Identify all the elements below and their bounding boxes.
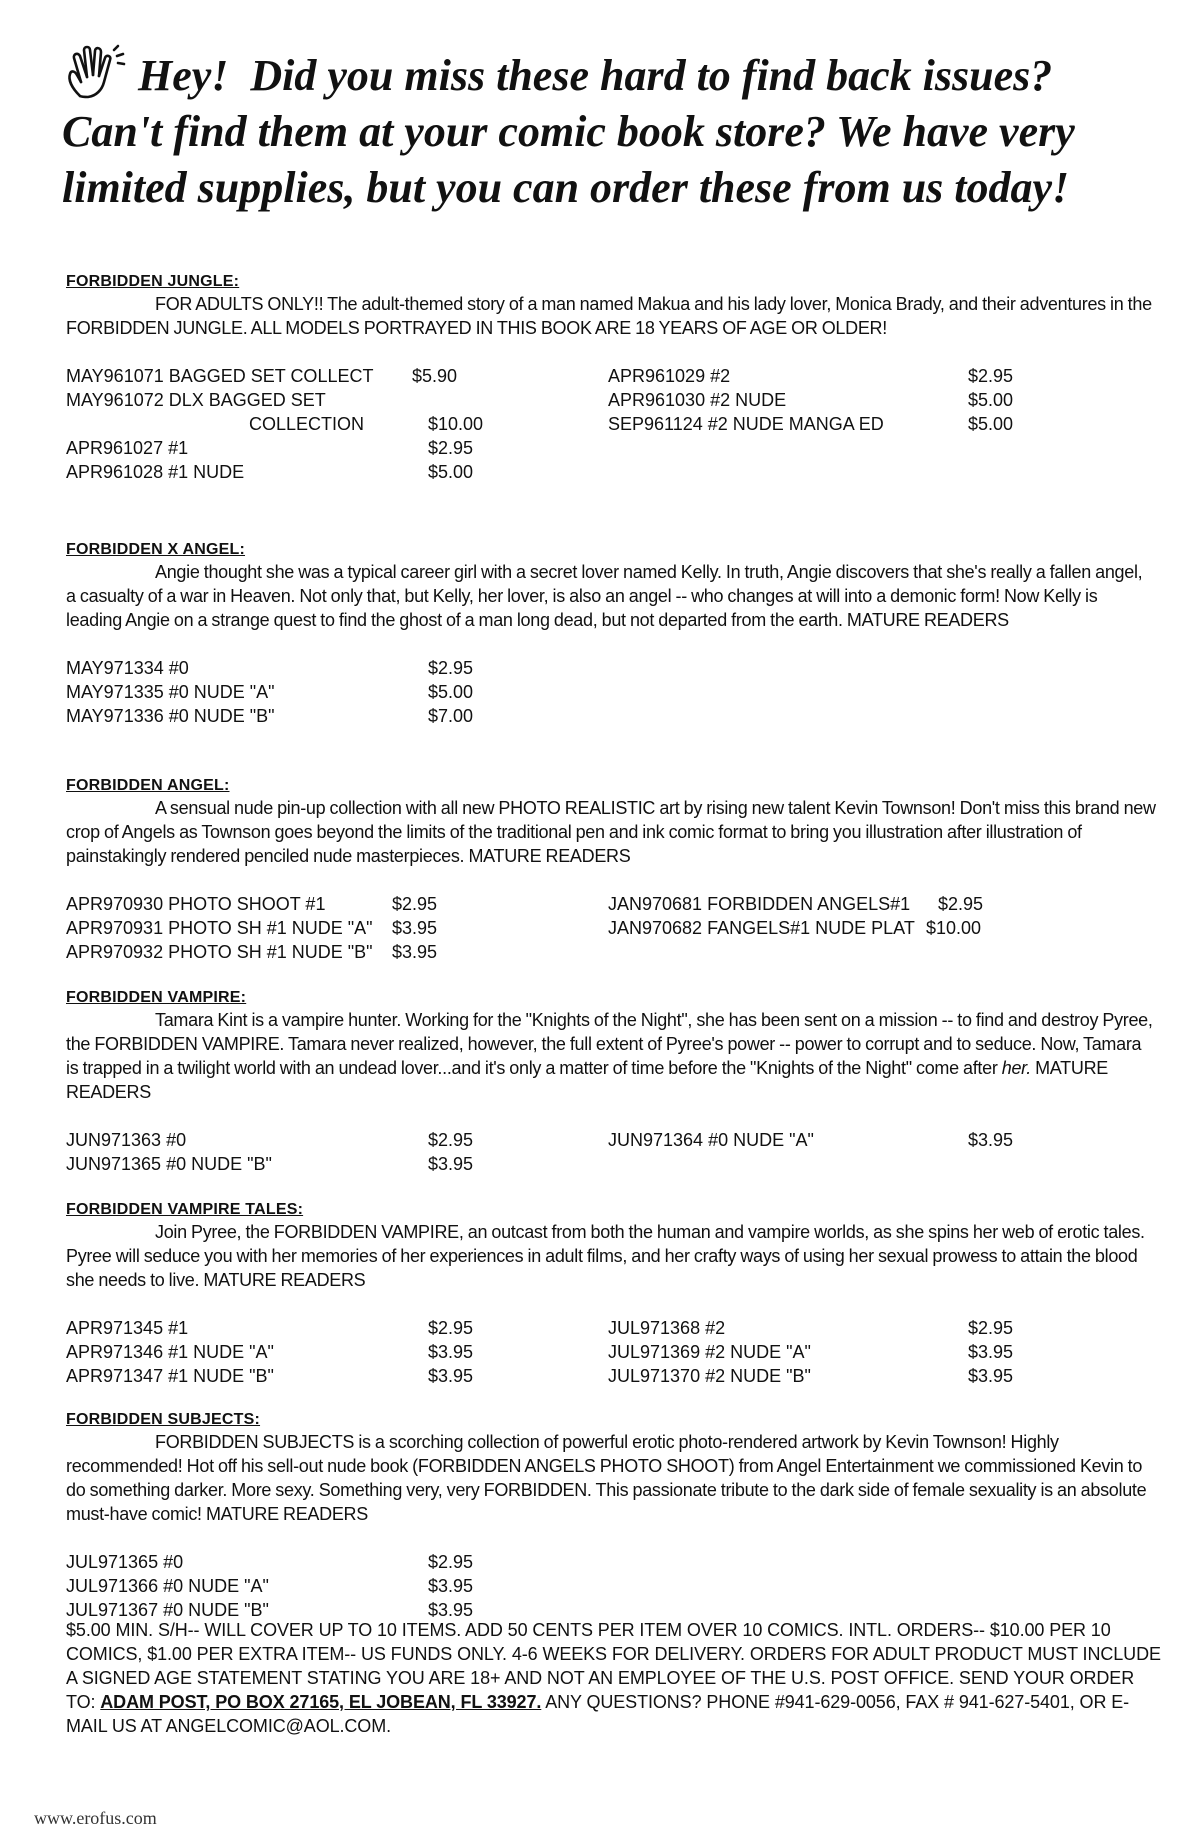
headline-line-1-text: Did you miss these hard to find back issues? <box>250 51 1053 100</box>
description-text: Tamara Kint is a vampire hunter. Working for the "Knights of the Night", she has been sent on a mission -- to find and destroy Pyree, the FORBIDDEN VAMPIRE. Tamara never realized, however, the full extent of Pyree's power -- power to corrupt and to seduce. Now, Tamara is trapped in a twilight world with an undead lover...and it's only a matter of time before the "Knights of the Night" come after <box>66 1010 1153 1078</box>
section-forbidden-angel <box>66 776 1156 964</box>
description-emphasis: her. <box>1001 1058 1031 1078</box>
description-text-end: MATURE READERS <box>66 1058 1108 1102</box>
item-code: APR970931 PHOTO SH #1 NUDE "A" <box>66 918 373 938</box>
item-price: $7.00 <box>428 706 474 726</box>
item-price: $3.95 <box>392 942 438 962</box>
section-description: FOR ADULTS ONLY!! The adult-themed story of a man named Makua and his lady lover, Monica Brady, and their adventures in the FORBIDDEN JUNGLE. ALL MODELS PORTRAYED IN THIS BOOK ARE 18 YEARS OF AGE OR OLDER! <box>66 294 1152 338</box>
item-price: $3.95 <box>428 1366 474 1386</box>
section-forbidden-jungle <box>66 272 1156 482</box>
section-title: FORBIDDEN X ANGEL: <box>66 541 246 558</box>
item-code: APR971346 #1 NUDE "A" <box>66 1342 274 1362</box>
headline-line-1 <box>62 44 1152 104</box>
item-price: $3.95 <box>428 1576 474 1596</box>
item-price: $3.95 <box>392 918 438 938</box>
waving-hand-icon <box>62 44 130 100</box>
item-code: JUL971368 #2 <box>608 1318 726 1338</box>
item-price: $5.00 <box>428 682 474 702</box>
mailing-address: ADAM POST, PO BOX 27165, EL JOBEAN, FL 33927. <box>100 1692 542 1712</box>
item-code: MAY971335 #0 NUDE "A" <box>66 682 275 702</box>
item-price: $3.95 <box>428 1600 474 1620</box>
section-description: Join Pyree, the FORBIDDEN VAMPIRE, an outcast from both the human and vampire worlds, as she spins her web of erotic tales. Pyree will seduce you with her memories of her experiences in adult films, and her crafty ways of using her sexual prowess to attain the blood she needs to live. MATURE READERS <box>66 1222 1145 1290</box>
item-list <box>66 892 1156 964</box>
section-forbidden-vampire <box>66 988 1156 1176</box>
section-forbidden-subjects <box>66 1410 1156 1622</box>
item-code: JUL971370 #2 NUDE "B" <box>608 1366 811 1386</box>
item-price: $2.95 <box>392 894 438 914</box>
item-code: APR971345 #1 <box>66 1318 189 1338</box>
ordering-contact: ANY QUESTIONS? PHONE #941-629-0056, FAX # 941-627-5401, OR E-MAIL US AT ANGELCOMIC@AOL.COM. <box>66 1692 1130 1736</box>
item-price: $3.95 <box>428 1342 474 1362</box>
section-title: FORBIDDEN VAMPIRE TALES: <box>66 1201 304 1218</box>
item-code: JUN971364 #0 NUDE "A" <box>608 1130 814 1150</box>
item-price: $10.00 <box>428 414 484 434</box>
section-forbidden-vampire-tales <box>66 1200 1156 1388</box>
item-code: JUL971365 #0 <box>66 1552 184 1572</box>
item-price: $3.95 <box>428 1154 474 1174</box>
item-price: $5.00 <box>968 390 1014 410</box>
section-title: FORBIDDEN JUNGLE: <box>66 273 240 290</box>
item-code: JUL971369 #2 NUDE "A" <box>608 1342 811 1362</box>
item-price: $2.95 <box>428 438 474 458</box>
item-price: $2.95 <box>428 1318 474 1338</box>
item-list <box>66 1550 1156 1622</box>
ordering-info <box>66 1618 1166 1738</box>
item-price: $3.95 <box>968 1342 1014 1362</box>
section-description: Angie thought she was a typical career girl with a secret lover named Kelly. In truth, Angie discovers that she's really a fallen angel, a casualty of a war in Heaven. Not only that, but Kelly, her lover, is also an angel -- who changes at will into a demonic form! Now Kelly is leading Angie on a strange quest to find the ghost of a man long dead, but not departed from the earth. MATURE READERS <box>66 562 1143 630</box>
item-code: JAN970681 FORBIDDEN ANGELS#1 <box>608 894 911 914</box>
item-code: JUL971367 #0 NUDE "B" <box>66 1600 269 1620</box>
item-code: JUN971365 #0 NUDE "B" <box>66 1154 272 1174</box>
item-code: MAY961071 BAGGED SET COLLECT <box>66 366 374 386</box>
item-price: $3.95 <box>968 1366 1014 1386</box>
item-code: APR970930 PHOTO SHOOT #1 <box>66 894 326 914</box>
item-list <box>66 364 1156 482</box>
headline-line-3: limited supplies, but you can order these from us today! <box>62 163 1070 212</box>
item-code: APR961030 #2 NUDE <box>608 390 787 410</box>
item-code: APR961029 #2 <box>608 366 731 386</box>
item-code: JUL971366 #0 NUDE "A" <box>66 1576 269 1596</box>
headline-hey: Hey! <box>138 51 229 100</box>
section-forbidden-x-angel <box>66 540 1156 728</box>
item-list <box>66 656 1156 728</box>
section-title: FORBIDDEN ANGEL: <box>66 777 230 794</box>
section-description: A sensual nude pin-up collection with all new PHOTO REALISTIC art by rising new talent Kevin Townson! Don't miss this brand new crop of Angels as Townson goes beyond the limits of the traditional pen and ink comic format to bring you illustration after illustration of painstakingly rendered penciled nude masterpieces. MATURE READERS <box>66 798 1156 866</box>
headline-line-2: Can't find them at your comic book store? We have very <box>62 107 1075 156</box>
section-description <box>66 1008 1156 1104</box>
item-code: JUN971363 #0 <box>66 1130 187 1150</box>
headline <box>62 44 1152 216</box>
watermark: www.erofus.com <box>34 1808 157 1828</box>
item-price: $5.00 <box>428 462 474 482</box>
section-description: FORBIDDEN SUBJECTS is a scorching collection of powerful erotic photo-rendered artwork by Kevin Townson! Highly recommended! Hot off his sell-out nude book (FORBIDDEN ANGELS PHOTO SHOOT) from Angel Entertainment we commissioned Kevin to do something darker. More sexy. Something very, very FORBIDDEN. This passionate tribute to the dark side of female sexuality is an absolute must-have comic! MATURE READERS <box>66 1432 1147 1524</box>
item-code: APR971347 #1 NUDE "B" <box>66 1366 274 1386</box>
item-code: SEP961124 #2 NUDE MANGA ED <box>608 414 884 434</box>
item-price: $5.90 <box>412 366 458 386</box>
item-code: MAY961072 DLX BAGGED SET <box>66 390 326 410</box>
item-code: APR961028 #1 NUDE <box>66 462 245 482</box>
item-code: JAN970682 FANGELS#1 NUDE PLAT <box>608 918 915 938</box>
item-price: $2.95 <box>968 366 1014 386</box>
item-price: $2.95 <box>968 1318 1014 1338</box>
item-price: $3.95 <box>968 1130 1014 1150</box>
item-code: MAY971334 #0 <box>66 658 189 678</box>
item-price: $2.95 <box>428 1130 474 1150</box>
ordering-text: $5.00 MIN. S/H-- WILL COVER UP TO 10 ITEMS. ADD 50 CENTS PER ITEM OVER 10 COMICS. INTL. ORDERS-- $10.00 PER 10 COMICS, $1.00 PER EXTRA ITEM-- US FUNDS ONLY. 4-6 WEEKS FOR DELIVERY. ORDERS FOR ADULT PRODUCT MUST INCLUDE A SIGNED AGE STATEMENT STATING YOU ARE 18+ AND NOT AN EMPLOYEE OF THE U.S. POST OFFICE. SEND YOUR ORDER TO: <box>66 1620 1161 1712</box>
item-code: APR961027 #1 <box>66 438 189 458</box>
item-price: $2.95 <box>938 894 984 914</box>
item-price: $2.95 <box>428 658 474 678</box>
section-title: FORBIDDEN VAMPIRE: <box>66 989 247 1006</box>
item-price: $2.95 <box>428 1552 474 1572</box>
item-price: $10.00 <box>926 918 982 938</box>
section-title: FORBIDDEN SUBJECTS: <box>66 1411 261 1428</box>
item-list <box>66 1316 1156 1388</box>
item-code: COLLECTION <box>249 414 365 434</box>
item-price: $5.00 <box>968 414 1014 434</box>
item-code: APR970932 PHOTO SH #1 NUDE "B" <box>66 942 373 962</box>
item-code: MAY971336 #0 NUDE "B" <box>66 706 275 726</box>
item-list <box>66 1128 1156 1176</box>
